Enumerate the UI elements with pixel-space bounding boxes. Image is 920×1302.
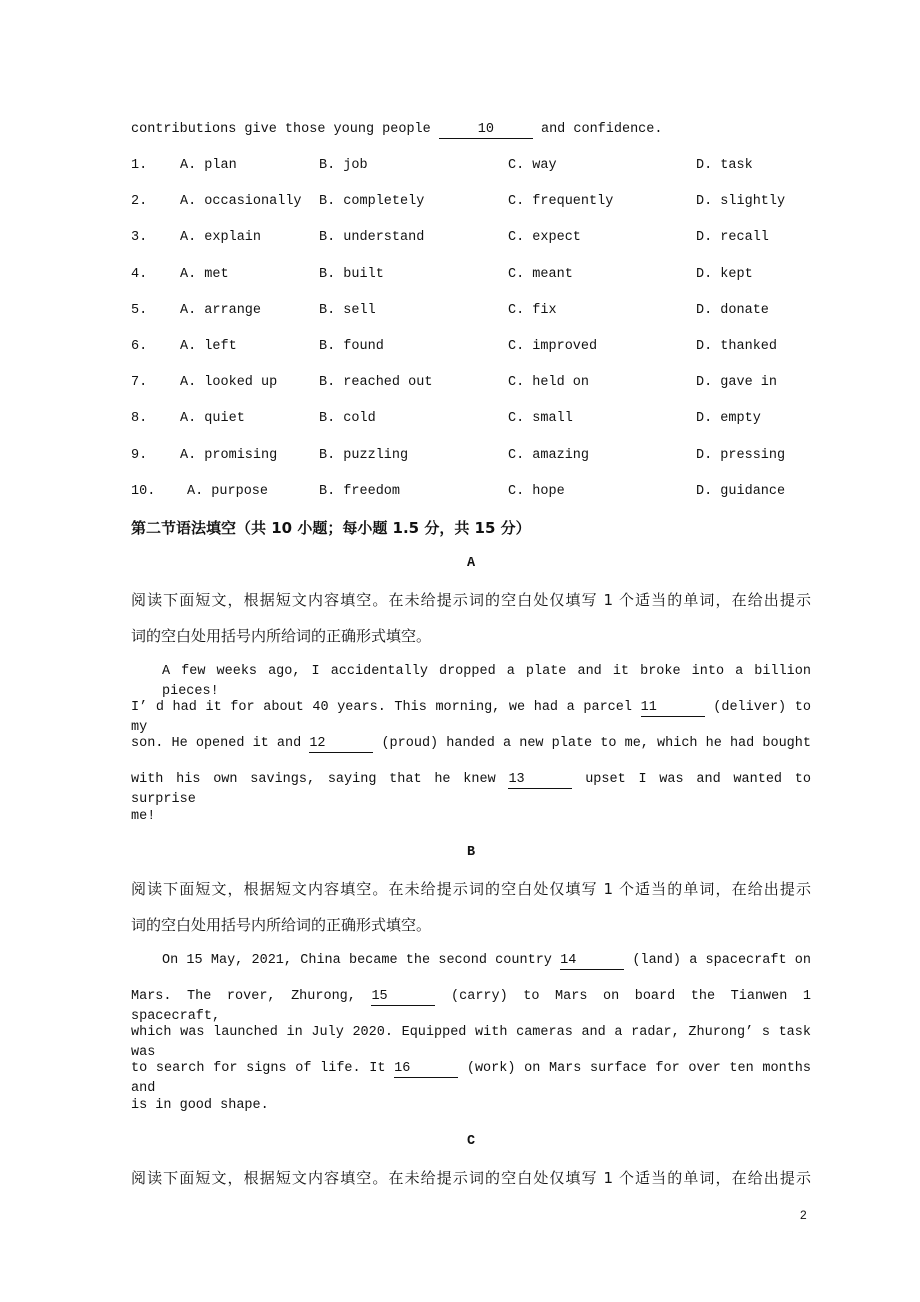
question-number: 6. xyxy=(131,339,148,354)
option-a: A. purpose xyxy=(187,483,269,499)
option-a: A. quiet xyxy=(180,411,245,427)
passage-line: is in good shape. xyxy=(131,1098,269,1113)
option-b: B. puzzling xyxy=(319,447,409,463)
option-row xyxy=(131,156,811,176)
question-number: 10. xyxy=(131,483,156,499)
option-c: C. fix xyxy=(508,302,557,318)
passage-line xyxy=(131,734,811,754)
instructions-line: 词的空白处用括号内所给词的正确形式填空。 xyxy=(131,627,432,645)
option-row xyxy=(131,301,811,321)
option-d: D. slightly xyxy=(696,194,786,210)
option-a: A. occasionally xyxy=(180,194,302,210)
option-row xyxy=(131,228,811,248)
option-d: D. task xyxy=(696,158,753,173)
option-d: D. empty xyxy=(696,411,761,427)
option-c: C. amazing xyxy=(508,447,590,463)
option-d: D. gave in xyxy=(696,375,778,391)
text: and confidence. xyxy=(540,122,663,137)
instructions-line: 词的空白处用括号内所给词的正确形式填空。 xyxy=(131,916,432,934)
option-row xyxy=(131,482,811,502)
text: contributions give those young people xyxy=(131,122,431,137)
option-a: A. looked up xyxy=(180,375,278,391)
option-d: D. thanked xyxy=(696,339,778,354)
page-number: 2 xyxy=(800,1208,807,1222)
passage-line: A few weeks ago, I accidentally dropped a plate and it broke into a billion pieces! xyxy=(162,664,811,699)
instructions-line: 阅读下面短文，根据短文内容填空。在未给提示词的空白处仅填写 1 个适当的单词，在给出提示 xyxy=(131,591,811,609)
option-b: B. found xyxy=(319,339,384,354)
blank-10: 10 xyxy=(439,122,533,139)
passage-line xyxy=(131,1059,812,1096)
instructions-line: 阅读下面短文，根据短文内容填空。在未给提示词的空白处仅填写 1 个适当的单词，在给出提示 xyxy=(131,1169,811,1187)
passage-a-label: A xyxy=(466,556,476,571)
blank-15: 15 xyxy=(371,989,435,1006)
option-row xyxy=(131,409,811,429)
option-b: B. built xyxy=(319,266,384,282)
passage-b-label: B xyxy=(466,845,476,860)
option-row xyxy=(131,446,811,466)
question-number: 2. xyxy=(131,194,148,210)
option-a: A. promising xyxy=(180,447,278,463)
option-d: D. recall xyxy=(696,230,769,246)
question-number: 8. xyxy=(131,411,148,427)
option-b: B. completely xyxy=(319,194,425,210)
intro-line xyxy=(131,120,811,140)
text: with his own savings, saying that he knew xyxy=(131,772,496,787)
option-d: D. donate xyxy=(696,302,769,318)
option-a: A. plan xyxy=(180,158,237,173)
option-a: A. left xyxy=(180,339,237,354)
option-row xyxy=(131,265,811,285)
option-b: B. cold xyxy=(319,411,376,427)
option-d: D. pressing xyxy=(696,447,786,463)
passage-c-label: C xyxy=(466,1134,476,1149)
option-d: D. guidance xyxy=(696,483,786,499)
text: Mars. The rover, Zhurong, xyxy=(131,989,356,1004)
option-b: B. job xyxy=(319,158,368,173)
blank-12: 12 xyxy=(309,736,373,753)
option-c: C. way xyxy=(508,158,557,173)
option-row xyxy=(131,337,811,357)
text: son. He opened it and xyxy=(131,736,302,751)
question-number: 1. xyxy=(131,158,148,173)
text: (work) on Mars surface for over ten months and xyxy=(131,1061,812,1096)
passage-line xyxy=(131,951,811,971)
option-b: B. freedom xyxy=(319,483,401,499)
text: I’ d had it for about 40 years. This morning, we had a parcel xyxy=(131,700,632,715)
text: (land) a spacecraft on xyxy=(632,953,811,968)
option-a: A. arrange xyxy=(180,302,262,318)
instructions-line: 阅读下面短文，根据短文内容填空。在未给提示词的空白处仅填写 1 个适当的单词，在给出提示 xyxy=(131,880,811,898)
question-number: 7. xyxy=(131,375,148,391)
option-a: A. met xyxy=(180,266,229,282)
option-c: C. meant xyxy=(508,266,573,282)
blank-16: 16 xyxy=(394,1061,458,1078)
option-c: C. improved xyxy=(508,339,598,354)
passage-line: me! xyxy=(131,809,156,824)
text: (proud) handed a new plate to me, which he had bought xyxy=(381,736,811,751)
text: upset I was and wanted to surprise xyxy=(131,772,811,807)
option-c: C. frequently xyxy=(508,194,614,210)
question-number: 9. xyxy=(131,447,148,463)
question-number: 4. xyxy=(131,266,148,282)
passage-line xyxy=(131,770,811,807)
option-c: C. expect xyxy=(508,230,581,246)
text: (carry) to Mars on board the Tianwen 1 spacecraft, xyxy=(131,989,812,1024)
passage-line xyxy=(131,987,812,1024)
option-c: C. hope xyxy=(508,483,565,499)
option-c: C. held on xyxy=(508,375,590,391)
option-row xyxy=(131,373,811,393)
question-number: 5. xyxy=(131,302,148,318)
option-row xyxy=(131,192,811,212)
option-d: D. kept xyxy=(696,266,753,282)
option-b: B. understand xyxy=(319,230,425,246)
passage-line xyxy=(131,698,811,735)
option-b: B. reached out xyxy=(319,375,433,391)
blank-11: 11 xyxy=(641,700,705,717)
section-heading: 第二节语法填空（共 10 小题；每小题 1.5 分，共 15 分） xyxy=(131,519,531,537)
option-c: C. small xyxy=(508,411,573,427)
text: to search for signs of life. It xyxy=(131,1061,386,1076)
text: On 15 May, 2021, China became the second country xyxy=(162,953,552,968)
blank-13: 13 xyxy=(508,772,572,789)
option-a: A. explain xyxy=(180,230,262,246)
text: (deliver) to my xyxy=(131,700,811,735)
passage-line: which was launched in July 2020. Equipped with cameras and a radar, Zhurong’ s task was xyxy=(131,1025,811,1060)
question-number: 3. xyxy=(131,230,148,246)
option-b: B. sell xyxy=(319,302,376,318)
blank-14: 14 xyxy=(560,953,624,970)
